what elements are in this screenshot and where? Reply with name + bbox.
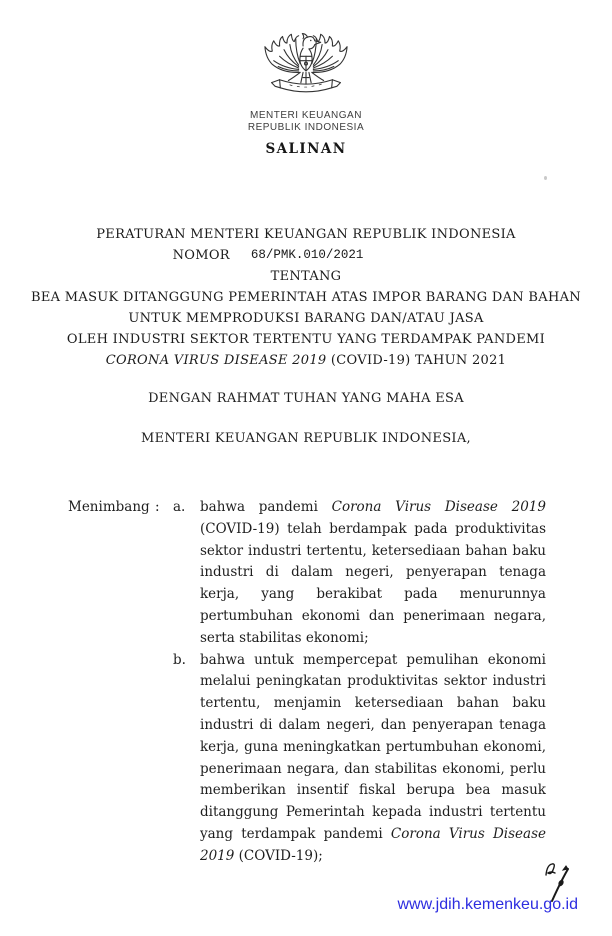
subject-line-2: UNTUK MEMPRODUKSI BARANG DAN/ATAU JASA — [128, 311, 484, 326]
subject-italic-part: CORONA VIRUS DISEASE 2019 — [105, 353, 327, 368]
jdih-website-link[interactable]: www.jdih.kemenkeu.go.id — [397, 896, 578, 913]
scan-artifact — [544, 176, 547, 180]
text-segment: (COVID-19) telah berdampak pada produktivitas sektor industri tertentu, ketersediaan bahan baku industri di dalam negeri, penyerapan tenaga kerja, yang berakibat pada menurunnya pertumbuhan ekonomi dan penerimaan negara, serta stabilitas ekonomi; — [200, 520, 546, 646]
subject-line-1: BEA MASUK DITANGGUNG PEMERINTAH ATAS IMPOR BARANG DAN BAHAN — [31, 290, 581, 305]
menimbang-label: Menimbang — [68, 499, 150, 515]
subject-line-3: OLEH INDUSTRI SEKTOR TERTENTU YANG TERDAMPAK PANDEMI — [66, 332, 546, 347]
ministry-name-line1: MENTERI KEUANGAN — [250, 110, 362, 121]
nomor-label: NOMOR — [172, 248, 230, 263]
invocation-line: DENGAN RAHMAT TUHAN YANG MAHA ESA — [148, 391, 464, 406]
text-segment-italic: Corona Virus Disease 2019 — [331, 499, 546, 515]
nomor-line — [0, 245, 574, 266]
salinan-label: SALINAN — [265, 141, 347, 157]
authority-line: MENTERI KEUANGAN REPUBLIK INDONESIA, — [141, 431, 471, 446]
regulation-title-block — [0, 224, 612, 371]
tentang-label: TENTANG — [270, 269, 342, 284]
subject-rest-part: (COVID-19) TAHUN 2021 — [326, 353, 507, 368]
menimbang-items — [173, 497, 546, 868]
menimbang-section — [68, 497, 546, 868]
menimbang-item-b — [173, 650, 546, 868]
letterhead — [0, 28, 612, 157]
item-text — [200, 497, 546, 650]
text-segment: (COVID-19); — [234, 847, 323, 864]
item-letter: a. — [173, 499, 186, 515]
text-segment-italic: Corona Virus Disease 2019 — [200, 825, 546, 864]
item-text — [200, 650, 546, 868]
text-segment: bahwa untuk mempercepat pemulihan ekonomi melalui peningkatan produktivitas sektor industri tertentu, menjamin ketersediaan bahan baku industri di dalam negeri, dan penyerapan tenaga kerja, guna meningkatkan pertumbuhan ekonomi, penerimaan negara, dan stabilitas ekonomi, perlu memberikan insentif fiskal berupa bea masuk ditanggung Pemerintah kepada industri tertentu yang terdampak pandemi — [200, 651, 546, 842]
regulation-heading: PERATURAN MENTERI KEUANGAN REPUBLIK INDONESIA — [96, 227, 516, 242]
text-segment: bahwa pandemi — [200, 499, 332, 515]
subject-line-4 — [0, 350, 612, 371]
garuda-pancasila-emblem-icon — [262, 28, 350, 108]
nomor-value: 68/PMK.010/2021 — [250, 248, 364, 262]
menimbang-item-a — [173, 497, 546, 650]
ministry-name-line2: REPUBLIK INDONESIA — [247, 121, 365, 133]
item-letter: b. — [173, 651, 186, 668]
menimbang-colon: : — [155, 499, 160, 515]
